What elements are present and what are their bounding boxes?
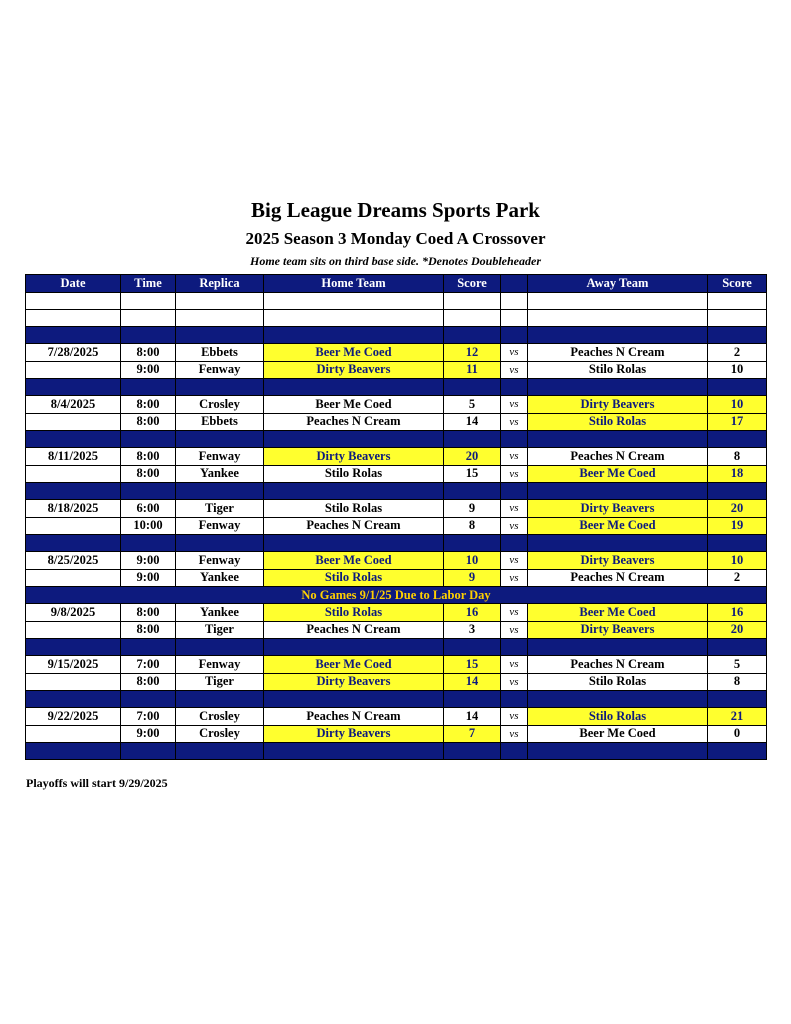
home-score-cell: 15 <box>444 656 501 674</box>
home-team-cell: Dirty Beavers <box>264 725 444 743</box>
empty-cell <box>708 310 767 327</box>
replica-cell: Fenway <box>176 552 264 570</box>
col-header-time: Time <box>121 275 176 293</box>
empty-cell <box>26 293 121 310</box>
game-row <box>26 569 767 587</box>
col-header-vs <box>501 275 528 293</box>
empty-cell <box>528 431 708 448</box>
empty-cell <box>501 743 528 760</box>
col-header-away-team: Away Team <box>528 275 708 293</box>
game-row <box>26 465 767 483</box>
time-cell: 9:00 <box>121 361 176 379</box>
separator-row <box>26 691 767 708</box>
empty-cell <box>708 293 767 310</box>
col-header-away-score: Score <box>708 275 767 293</box>
game-row <box>26 725 767 743</box>
away-score-cell: 18 <box>708 465 767 483</box>
vs-cell: vs <box>501 604 528 622</box>
replica-cell: Crosley <box>176 396 264 414</box>
away-score-cell: 8 <box>708 673 767 691</box>
separator-row <box>26 379 767 396</box>
date-cell: 8/4/2025 <box>26 396 121 414</box>
away-team-cell: Beer Me Coed <box>528 604 708 622</box>
empty-cell <box>176 535 264 552</box>
game-row <box>26 413 767 431</box>
home-team-cell: Dirty Beavers <box>264 673 444 691</box>
col-header-home-score: Score <box>444 275 501 293</box>
empty-cell <box>444 327 501 344</box>
separator-row <box>26 483 767 500</box>
notice-row <box>26 587 767 604</box>
empty-cell <box>501 535 528 552</box>
date-cell <box>26 621 121 639</box>
time-cell: 8:00 <box>121 396 176 414</box>
home-team-cell: Beer Me Coed <box>264 344 444 362</box>
empty-cell <box>708 379 767 396</box>
home-team-cell: Beer Me Coed <box>264 552 444 570</box>
vs-cell: vs <box>501 621 528 639</box>
empty-cell <box>121 691 176 708</box>
empty-cell <box>708 431 767 448</box>
vs-cell: vs <box>501 569 528 587</box>
empty-cell <box>528 293 708 310</box>
vs-cell: vs <box>501 465 528 483</box>
empty-cell <box>26 691 121 708</box>
empty-cell <box>501 379 528 396</box>
game-row <box>26 396 767 414</box>
home-score-cell: 14 <box>444 708 501 726</box>
col-header-replica: Replica <box>176 275 264 293</box>
away-team-cell: Dirty Beavers <box>528 396 708 414</box>
empty-cell <box>444 293 501 310</box>
empty-cell <box>444 691 501 708</box>
time-cell: 9:00 <box>121 725 176 743</box>
date-cell: 8/18/2025 <box>26 500 121 518</box>
home-team-cell: Beer Me Coed <box>264 656 444 674</box>
empty-cell <box>264 743 444 760</box>
table-header <box>26 275 767 293</box>
away-score-cell: 19 <box>708 517 767 535</box>
away-team-cell: Beer Me Coed <box>528 725 708 743</box>
empty-cell <box>501 310 528 327</box>
empty-cell <box>121 431 176 448</box>
col-header-home-team: Home Team <box>264 275 444 293</box>
empty-cell <box>444 535 501 552</box>
away-score-cell: 2 <box>708 344 767 362</box>
away-score-cell: 17 <box>708 413 767 431</box>
time-cell: 8:00 <box>121 604 176 622</box>
replica-cell: Tiger <box>176 673 264 691</box>
date-cell: 9/15/2025 <box>26 656 121 674</box>
empty-cell <box>264 310 444 327</box>
separator-row <box>26 327 767 344</box>
away-score-cell: 5 <box>708 656 767 674</box>
vs-cell: vs <box>501 552 528 570</box>
home-score-cell: 10 <box>444 552 501 570</box>
empty-cell <box>708 535 767 552</box>
away-score-cell: 16 <box>708 604 767 622</box>
away-score-cell: 8 <box>708 448 767 466</box>
away-team-cell: Dirty Beavers <box>528 500 708 518</box>
empty-cell <box>264 379 444 396</box>
game-row <box>26 604 767 622</box>
replica-cell: Ebbets <box>176 413 264 431</box>
home-score-cell: 5 <box>444 396 501 414</box>
time-cell: 7:00 <box>121 656 176 674</box>
date-cell <box>26 413 121 431</box>
empty-cell <box>176 431 264 448</box>
game-row <box>26 344 767 362</box>
game-row <box>26 500 767 518</box>
home-team-cell: Dirty Beavers <box>264 361 444 379</box>
away-score-cell: 10 <box>708 396 767 414</box>
home-score-cell: 12 <box>444 344 501 362</box>
empty-cell <box>26 431 121 448</box>
separator-row <box>26 743 767 760</box>
away-team-cell: Stilo Rolas <box>528 413 708 431</box>
replica-cell: Yankee <box>176 465 264 483</box>
vs-cell: vs <box>501 448 528 466</box>
empty-cell <box>176 293 264 310</box>
vs-cell: vs <box>501 413 528 431</box>
replica-cell: Fenway <box>176 517 264 535</box>
away-score-cell: 20 <box>708 500 767 518</box>
time-cell: 8:00 <box>121 344 176 362</box>
empty-cell <box>264 691 444 708</box>
empty-cell <box>264 483 444 500</box>
time-cell: 8:00 <box>121 465 176 483</box>
time-cell: 8:00 <box>121 448 176 466</box>
empty-cell <box>176 310 264 327</box>
vs-cell: vs <box>501 708 528 726</box>
vs-cell: vs <box>501 361 528 379</box>
empty-cell <box>176 743 264 760</box>
empty-cell <box>528 379 708 396</box>
game-row <box>26 361 767 379</box>
empty-cell <box>264 327 444 344</box>
away-team-cell: Stilo Rolas <box>528 673 708 691</box>
empty-cell <box>528 743 708 760</box>
home-team-cell: Stilo Rolas <box>264 465 444 483</box>
empty-cell <box>264 293 444 310</box>
home-score-cell: 14 <box>444 413 501 431</box>
vs-cell: vs <box>501 725 528 743</box>
schedule-body <box>26 293 767 760</box>
empty-cell <box>26 379 121 396</box>
empty-cell <box>26 535 121 552</box>
empty-cell <box>121 327 176 344</box>
empty-cell <box>528 483 708 500</box>
replica-cell: Fenway <box>176 361 264 379</box>
vs-cell: vs <box>501 656 528 674</box>
empty-cell <box>176 379 264 396</box>
blank-row <box>26 293 767 310</box>
empty-cell <box>708 639 767 656</box>
away-team-cell: Peaches N Cream <box>528 344 708 362</box>
date-cell <box>26 361 121 379</box>
away-team-cell: Peaches N Cream <box>528 656 708 674</box>
schedule-note: Home team sits on third base side. *Denotes Doubleheader <box>250 254 541 268</box>
schedule-table <box>25 274 767 760</box>
replica-cell: Crosley <box>176 725 264 743</box>
replica-cell: Yankee <box>176 569 264 587</box>
home-team-cell: Dirty Beavers <box>264 448 444 466</box>
vs-cell: vs <box>501 344 528 362</box>
vs-cell: vs <box>501 396 528 414</box>
away-team-cell: Stilo Rolas <box>528 708 708 726</box>
empty-cell <box>176 639 264 656</box>
replica-cell: Tiger <box>176 500 264 518</box>
time-cell: 9:00 <box>121 552 176 570</box>
away-score-cell: 2 <box>708 569 767 587</box>
home-score-cell: 11 <box>444 361 501 379</box>
date-cell <box>26 517 121 535</box>
date-cell <box>26 465 121 483</box>
date-cell <box>26 569 121 587</box>
empty-cell <box>708 483 767 500</box>
empty-cell <box>444 743 501 760</box>
col-header-date: Date <box>26 275 121 293</box>
replica-cell: Crosley <box>176 708 264 726</box>
home-score-cell: 8 <box>444 517 501 535</box>
empty-cell <box>264 431 444 448</box>
empty-cell <box>501 691 528 708</box>
empty-cell <box>121 293 176 310</box>
empty-cell <box>501 327 528 344</box>
home-team-cell: Stilo Rolas <box>264 569 444 587</box>
page-subtitle: 2025 Season 3 Monday Coed A Crossover <box>245 229 546 248</box>
empty-cell <box>528 327 708 344</box>
time-cell: 7:00 <box>121 708 176 726</box>
game-row <box>26 621 767 639</box>
empty-cell <box>26 310 121 327</box>
empty-cell <box>121 310 176 327</box>
game-row <box>26 448 767 466</box>
time-cell: 10:00 <box>121 517 176 535</box>
replica-cell: Fenway <box>176 656 264 674</box>
game-row <box>26 708 767 726</box>
vs-cell: vs <box>501 517 528 535</box>
empty-cell <box>444 639 501 656</box>
date-cell: 9/8/2025 <box>26 604 121 622</box>
empty-cell <box>528 310 708 327</box>
playoffs-note: Playoffs will start 9/29/2025 <box>26 776 168 790</box>
empty-cell <box>26 639 121 656</box>
time-cell: 9:00 <box>121 569 176 587</box>
empty-cell <box>444 483 501 500</box>
empty-cell <box>501 639 528 656</box>
game-row <box>26 552 767 570</box>
empty-cell <box>708 691 767 708</box>
empty-cell <box>121 483 176 500</box>
home-score-cell: 7 <box>444 725 501 743</box>
replica-cell: Yankee <box>176 604 264 622</box>
empty-cell <box>444 431 501 448</box>
home-score-cell: 16 <box>444 604 501 622</box>
away-score-cell: 20 <box>708 621 767 639</box>
home-score-cell: 3 <box>444 621 501 639</box>
empty-cell <box>444 379 501 396</box>
notice-text: No Games 9/1/25 Due to Labor Day <box>26 587 767 604</box>
home-team-cell: Beer Me Coed <box>264 396 444 414</box>
empty-cell <box>121 639 176 656</box>
date-cell <box>26 725 121 743</box>
separator-row <box>26 431 767 448</box>
home-team-cell: Peaches N Cream <box>264 708 444 726</box>
empty-cell <box>121 535 176 552</box>
away-team-cell: Peaches N Cream <box>528 448 708 466</box>
date-cell: 7/28/2025 <box>26 344 121 362</box>
vs-cell: vs <box>501 500 528 518</box>
empty-cell <box>176 327 264 344</box>
blank-row <box>26 310 767 327</box>
home-team-cell: Peaches N Cream <box>264 621 444 639</box>
away-score-cell: 10 <box>708 361 767 379</box>
home-team-cell: Peaches N Cream <box>264 413 444 431</box>
empty-cell <box>501 431 528 448</box>
time-cell: 8:00 <box>121 621 176 639</box>
empty-cell <box>708 743 767 760</box>
empty-cell <box>444 310 501 327</box>
empty-cell <box>176 691 264 708</box>
date-cell: 8/25/2025 <box>26 552 121 570</box>
empty-cell <box>528 691 708 708</box>
empty-cell <box>528 535 708 552</box>
home-team-cell: Stilo Rolas <box>264 604 444 622</box>
home-score-cell: 9 <box>444 569 501 587</box>
away-team-cell: Stilo Rolas <box>528 361 708 379</box>
empty-cell <box>121 379 176 396</box>
away-score-cell: 10 <box>708 552 767 570</box>
time-cell: 8:00 <box>121 673 176 691</box>
away-team-cell: Dirty Beavers <box>528 552 708 570</box>
empty-cell <box>264 535 444 552</box>
date-cell <box>26 673 121 691</box>
game-row <box>26 656 767 674</box>
away-team-cell: Beer Me Coed <box>528 465 708 483</box>
separator-row <box>26 639 767 656</box>
home-team-cell: Stilo Rolas <box>264 500 444 518</box>
game-row <box>26 517 767 535</box>
empty-cell <box>501 293 528 310</box>
home-score-cell: 20 <box>444 448 501 466</box>
empty-cell <box>176 483 264 500</box>
away-team-cell: Beer Me Coed <box>528 517 708 535</box>
vs-cell: vs <box>501 673 528 691</box>
replica-cell: Ebbets <box>176 344 264 362</box>
time-cell: 6:00 <box>121 500 176 518</box>
home-score-cell: 9 <box>444 500 501 518</box>
replica-cell: Tiger <box>176 621 264 639</box>
game-row <box>26 673 767 691</box>
empty-cell <box>264 639 444 656</box>
replica-cell: Fenway <box>176 448 264 466</box>
empty-cell <box>708 327 767 344</box>
away-score-cell: 0 <box>708 725 767 743</box>
separator-row <box>26 535 767 552</box>
away-score-cell: 21 <box>708 708 767 726</box>
date-cell: 9/22/2025 <box>26 708 121 726</box>
date-cell: 8/11/2025 <box>26 448 121 466</box>
home-team-cell: Peaches N Cream <box>264 517 444 535</box>
home-score-cell: 14 <box>444 673 501 691</box>
away-team-cell: Dirty Beavers <box>528 621 708 639</box>
empty-cell <box>26 743 121 760</box>
home-score-cell: 15 <box>444 465 501 483</box>
page-title: Big League Dreams Sports Park <box>251 198 540 222</box>
empty-cell <box>26 483 121 500</box>
time-cell: 8:00 <box>121 413 176 431</box>
away-team-cell: Peaches N Cream <box>528 569 708 587</box>
empty-cell <box>121 743 176 760</box>
empty-cell <box>528 639 708 656</box>
empty-cell <box>501 483 528 500</box>
empty-cell <box>26 327 121 344</box>
